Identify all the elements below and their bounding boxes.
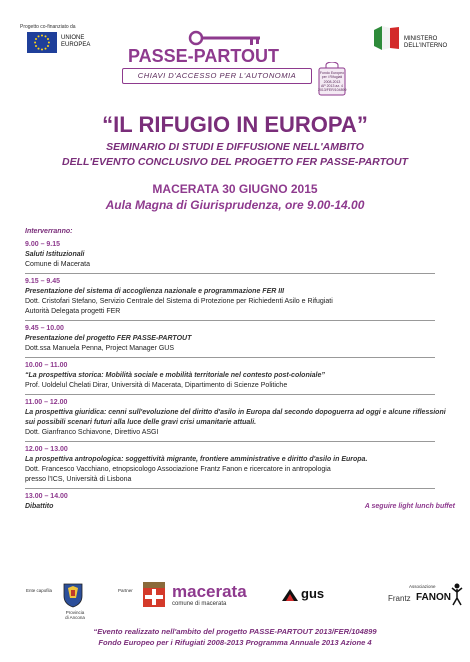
program-item: [25, 324, 455, 358]
program-item: [25, 277, 455, 321]
program-title: La prospettiva giuridica: cenni sull'evoluzione del diritto d'asilo in Europa dal secondo dopoguerra ad oggi e alcune riflessioni sui possibili scenari futuri alla luce delle gravi crisi umanitarie attuali.: [25, 409, 446, 426]
program-item: [25, 492, 455, 512]
divider: [25, 488, 435, 489]
program-speaker-role: Autorità Delegata progetti FER: [25, 308, 121, 315]
divider: [25, 273, 435, 274]
program-title: Presentazione del sistema di accoglienza nazionale e programmazione FER III: [25, 288, 285, 295]
program-item: [25, 445, 455, 489]
ente-caption: Ente capofila: [26, 588, 53, 593]
footer-project-note: “Evento realizzato nell'ambito del progetto PASSE-PARTOUT 2013/FER/104899 Fondo Europeo per i Rifugiati 2008-2013 Programma Annuale 2013 Azione 4: [93, 627, 377, 647]
gus-logo-word: gus: [301, 586, 325, 601]
event-title: “IL RIFUGIO IN EUROPA”: [102, 112, 368, 137]
program-title: “La prospettiva storica: Mobilità sociale e mobilità territoriale nel contesto post-coloniale”: [25, 372, 325, 379]
program-speaker: Prof. Uoldelul Chelati Dirar, Università di Macerata, Dipartimento di Scienze Politiche: [25, 382, 288, 389]
program-time: 9.15 – 9.45: [25, 278, 61, 285]
program: [25, 227, 455, 512]
program-speaker: Dott. Cristofari Stefano, Servizio Centrale del Sistema di Protezione per Richiedenti Asilo e Rifugiati: [25, 298, 333, 305]
program-title: Presentazione del progetto FER PASSE-PARTOUT: [25, 335, 192, 342]
program-time: 11.00 – 12.00: [25, 399, 68, 406]
eu-flag-icon: [27, 32, 57, 53]
program-speaker: Dott. Francesco Vacchiano, etnopsicologo Associazione Frantz Fanon e ricercatore in antropologia: [25, 466, 331, 473]
program-speaker: Dott. Gianfranco Schiavone, Direttivo ASGI: [25, 429, 159, 436]
gus-logo-icon: [280, 587, 300, 608]
eu-label: UNIONE EUROPEA: [61, 35, 91, 48]
program-time: 12.00 – 13.00: [25, 446, 68, 453]
fer-badge: Fondo Europeo per i Rifugiati 2008-2013 AP 2013 az. 4 2013/FER/104899: [318, 62, 346, 96]
program-title: La prospettiva antropologica: soggettività migrante, frontiere amministrative e diritto d'asilo in Europa.: [25, 456, 368, 463]
divider: [25, 394, 435, 395]
macerata-logo-sub: comune di macerata: [172, 601, 227, 607]
eu-cofinance-caption: Progetto co-finanziato da: [20, 24, 76, 30]
lunch-note: A seguire light lunch buffet: [364, 503, 455, 510]
frantz-fanon-surname: FANON: [416, 592, 451, 603]
event-subtitle: SEMINARIO DI STUDI E DIFFUSIONE NELL'AMBITO DELL'EVENTO CONCLUSIVO DEL PROGETTO FER PASSE-PARTOUT: [62, 141, 408, 168]
divider: [25, 357, 435, 358]
event-date: MACERATA 30 GIUGNO 2015: [152, 182, 318, 196]
frantz-fanon-figure-icon: [451, 582, 463, 611]
program-intro: Interverranno:: [25, 228, 73, 235]
passe-partout-logo-subtitle: CHIAVI D'ACCESSO PER L'AUTONOMIA: [122, 68, 312, 84]
frantz-fanon-firstname: Frantz: [388, 594, 411, 603]
ministry-label: MINISTERO DELL'INTERNO: [404, 36, 448, 49]
partner-caption: Partner: [118, 588, 133, 593]
program-time: 10.00 – 11.00: [25, 362, 68, 369]
program-speaker: Dott.ssa Manuela Penna, Project Manager GUS: [25, 345, 175, 352]
event-venue: Aula Magna di Giurisprudenza, ore 9.00-14.00: [105, 198, 365, 212]
program-title: Saluti Istituzionali: [25, 251, 85, 258]
program-item: [25, 398, 455, 442]
program-speaker-affiliation: presso l'ICS, Università di Lisbona: [25, 476, 132, 483]
program-item: [25, 240, 455, 274]
macerata-crest-icon: [141, 581, 167, 614]
provincia-crest-icon: [62, 582, 84, 613]
program-speaker: Comune di Macerata: [25, 261, 90, 268]
divider: [25, 441, 435, 442]
passe-partout-logo-title: PASSE-PARTOUT: [128, 46, 280, 66]
program-title: Dibattito: [25, 503, 54, 510]
program-time: 13.00 – 14.00: [25, 493, 68, 500]
provincia-label: Provincia di Ancona: [65, 610, 85, 620]
program-time: 9.00 – 9.15: [25, 241, 61, 248]
program-item: [25, 361, 455, 395]
divider: [25, 320, 435, 321]
program-time: 9.45 – 10.00: [25, 325, 64, 332]
frantz-fanon-caption: Associazione: [409, 584, 436, 589]
macerata-logo-word: macerata: [172, 582, 247, 601]
italian-flag-icon: [372, 24, 402, 52]
